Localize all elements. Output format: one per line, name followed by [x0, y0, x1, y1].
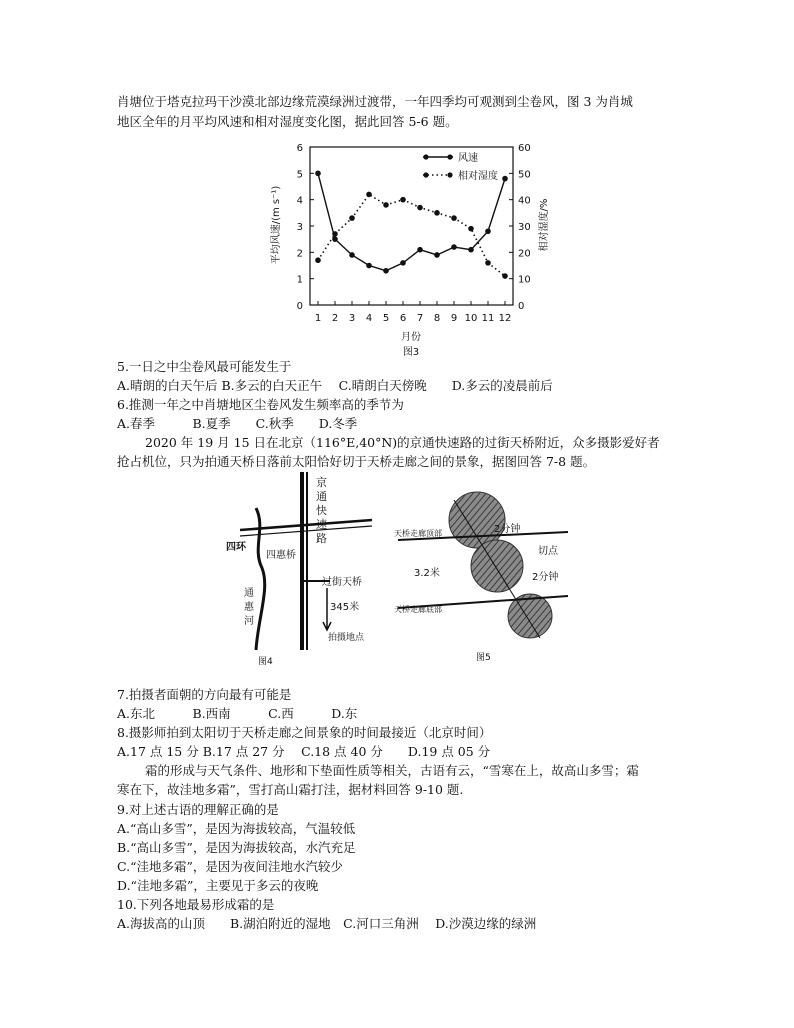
wind-speed-point [451, 244, 457, 250]
road-label-char: 京 [316, 476, 327, 489]
wind-speed-point [468, 247, 474, 253]
intro-line-2: 地区全年的月平均风速和相对湿度变化图，据此回答 5-6 题。 [117, 114, 458, 129]
humidity-point [332, 231, 338, 237]
intro-line-1: 肖塘位于塔克拉玛干沙漠北部边缘荒漠绿洲过渡带，一年四季均可观测到尘卷风，图 3 为肖城 [117, 94, 633, 109]
q7-options: A.东北 B.西南 C.西 D.东 [117, 706, 358, 721]
left-axis-ticks [297, 143, 314, 312]
q9-option-a: A.“高山多雪”，是因为海拔较高，气温较低 [117, 821, 356, 836]
wind-speed-point [434, 252, 440, 258]
right-axis-ticks [509, 143, 531, 312]
corridor-bottom-label: 天桥走廊底部 [394, 605, 442, 614]
legend-label: 风速 [458, 153, 478, 164]
humidity-point [383, 202, 389, 208]
q7-stem: 7.拍摄者面朝的方向最有可能是 [117, 687, 292, 702]
humidity-point [366, 192, 372, 198]
figure-5-sun-sequence [392, 488, 570, 668]
wind-speed-point [383, 268, 389, 274]
intro3-line-2: 寒在下，故洼地多霜”，雪打高山霜打洼，据材料回答 9-10 题. [117, 782, 464, 797]
overpass-label: 过街天桥 [322, 577, 362, 588]
figure-4-map [222, 468, 384, 670]
wind-speed-point [485, 228, 491, 234]
humidity-point [434, 210, 440, 216]
figure-3-chart [265, 135, 555, 363]
river-label-char: 惠 [244, 602, 254, 613]
spot-label: 拍摄地点 [328, 633, 365, 643]
intro2-line-1: 2020 年 19 月 15 日在北京（116°E,40°N)的京通快速路的过街天桥附近，众多摄影爱好者 [145, 435, 660, 450]
left-tick-label: 3 [296, 222, 303, 233]
q8-stem: 8.摄影师拍到太阳切于天桥走廊之间景象的时间最接近（北京时间） [117, 725, 492, 740]
sun-disc [471, 540, 523, 592]
river-label-char: 通 [244, 588, 254, 599]
intro3-line-1: 霜的形成与天气条件、地形和下垫面性质等相关，古语有云，“雪寒在上，故高山多雪；霜 [145, 763, 639, 778]
humidity-point [451, 215, 457, 221]
x-tick-label: 3 [348, 313, 356, 324]
wind-speed-point [349, 252, 355, 258]
corridor-top-label: 天桥走廊顶部 [394, 529, 442, 538]
right-tick-label: 30 [518, 222, 531, 233]
q9-option-b: B.“高山多雪”，是因为海拔较高，水汽充足 [117, 840, 356, 855]
left-tick-label: 0 [296, 301, 303, 312]
y-axis-label-left: 平均风速/(m s⁻¹) [271, 185, 282, 265]
q5-stem: 5.一日之中尘卷风最可能发生于 [117, 359, 292, 374]
legend-marker [423, 154, 428, 159]
right-tick-label: 0 [518, 301, 525, 312]
distance-label: 345米 [330, 602, 360, 613]
q10-stem: 10.下列各地最易形成霜的是 [117, 897, 275, 912]
right-tick-label: 10 [518, 274, 531, 286]
humidity-point [417, 205, 423, 211]
legend-marker [423, 172, 428, 177]
figure-4-caption: 图4 [258, 657, 273, 667]
wind-speed-point [366, 263, 372, 269]
humidity-point [468, 226, 474, 232]
q6-stem: 6.推测一年之中肖塘地区尘卷风发生频率高的季节为 [117, 397, 404, 412]
humidity-point [349, 215, 355, 221]
x-tick-label: 12 [498, 313, 512, 324]
wind-speed-point [417, 247, 423, 253]
humidity-point [315, 257, 321, 263]
left-tick-label: 6 [296, 143, 303, 154]
x-tick-label: 9 [450, 313, 458, 324]
road-label-char: 快 [316, 504, 327, 517]
humidity-point [502, 273, 508, 279]
chart-title: 图3 [402, 347, 420, 358]
ring-road-label: 四环 [226, 542, 246, 553]
series-line-humidity [318, 194, 505, 276]
q5-options: A.晴朗的白天午后 B.多云的白天正午 C.晴朗白天傍晚 D.多云的凌晨前后 [117, 378, 553, 393]
x-tick-label: 6 [399, 313, 407, 324]
q8-options: A.17 点 15 分 B.17 点 27 分 C.18 点 40 分 D.19 点 05 分 [117, 744, 491, 759]
x-tick-label: 11 [481, 313, 495, 324]
x-tick-label: 10 [464, 313, 478, 324]
wind-speed-point [315, 171, 321, 177]
chart-legend [423, 151, 498, 182]
legend-marker [447, 154, 452, 159]
road-label-char: 速 [316, 518, 327, 531]
river-label-char: 河 [244, 616, 254, 627]
y-axis-label-right: 相对湿度/% [539, 198, 550, 252]
x-tick-label: 7 [416, 313, 424, 324]
q9-stem: 9.对上述古语的理解正确的是 [117, 802, 279, 817]
right-tick-label: 60 [518, 143, 531, 154]
x-tick-label: 4 [365, 313, 373, 324]
humidity-point [485, 260, 491, 266]
right-tick-label: 50 [518, 169, 531, 181]
road-label-char: 通 [316, 490, 327, 503]
x-tick-label: 1 [314, 313, 322, 324]
x-axis-label: 月份 [401, 332, 421, 343]
x-tick-label: 8 [433, 313, 441, 324]
left-tick-label: 5 [296, 169, 303, 181]
time-label-1: 2分钟 [494, 524, 521, 535]
right-tick-label: 20 [518, 248, 531, 260]
x-tick-label: 2 [331, 313, 339, 324]
wind-speed-point [502, 176, 508, 182]
tangent-label: 切点 [538, 546, 558, 557]
figure-5-caption: 图5 [476, 653, 491, 663]
series-line-wind-speed [318, 173, 505, 270]
intro2-line-2: 抢占机位，只为拍通天桥日落前太阳恰好切于天桥走廊之间的景象，据图回答 7-8 题。 [117, 454, 596, 469]
chart-series [315, 171, 508, 279]
q9-option-d: D.“洼地多霜”，主要见于多云的夜晚 [117, 878, 319, 893]
q6-options: A.春季 B.夏季 C.秋季 D.冬季 [117, 416, 358, 431]
q10-options: A.海拔高的山顶 B.湖泊附近的湿地 C.河口三角洲 D.沙漠边缘的绿洲 [117, 916, 537, 931]
jingtong-expressway [300, 472, 308, 650]
legend-marker [447, 172, 452, 177]
x-tick-label: 5 [382, 313, 390, 324]
q9-option-c: C.“洼地多霜”，是因为夜间洼地水汽较少 [117, 859, 343, 874]
left-tick-label: 2 [296, 248, 303, 260]
time-label-2: 2分钟 [532, 572, 559, 583]
humidity-point [400, 197, 406, 203]
height-label: 3.2米 [414, 568, 440, 579]
right-tick-label: 40 [518, 195, 531, 207]
road-label-char: 路 [316, 532, 327, 545]
wind-speed-point [400, 260, 406, 266]
left-tick-label: 1 [296, 274, 303, 286]
bridge-label: 四惠桥 [266, 550, 296, 561]
left-tick-label: 4 [296, 195, 303, 207]
legend-label: 相对湿度 [458, 171, 498, 182]
